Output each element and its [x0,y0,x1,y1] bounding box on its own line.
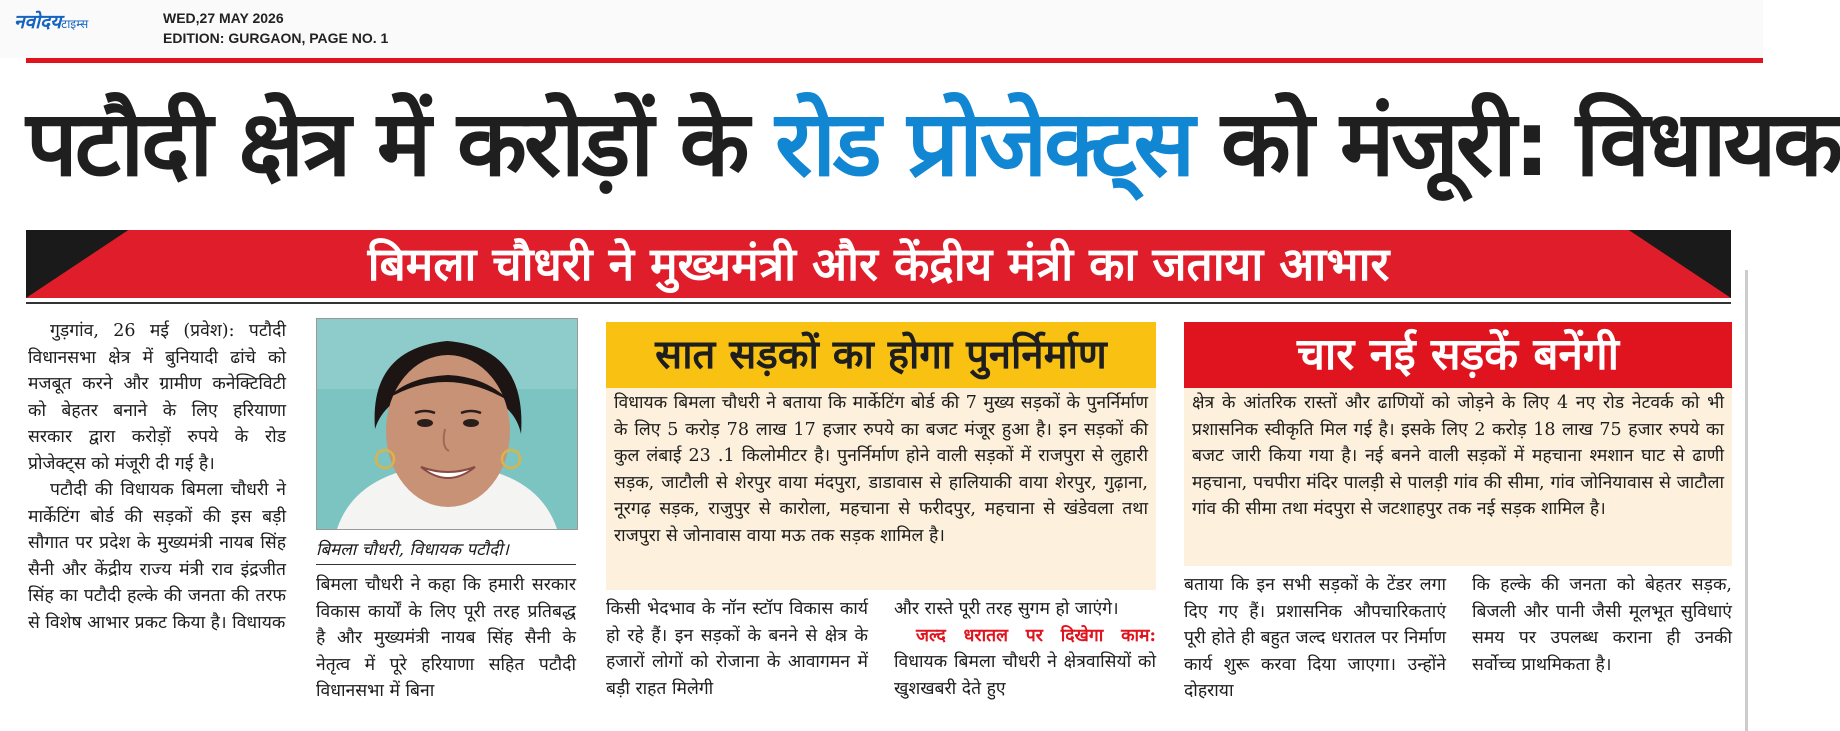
article-column-1 [28,318,286,730]
info-box-seven-roads [606,322,1156,590]
subheadline: बिमला चौधरी ने मुख्यमंत्री और केंद्रीय मंत्री का जताया आभार [367,237,1390,291]
article-column-5: बताया कि इन सभी सड़कों के टेंडर लगा दिए गए हैं। प्रशासनिक औपचारिकताएं पूरी होते ही बहुत जल्द धरातल पर निर्माण कार्य शुरू करवा दिया जाएगा। उन्होंने दोहराया [1184,575,1446,701]
headline-part1: पटौदी क्षेत्र में करोड़ों के [26,92,776,197]
box1-text: विधायक बिमला चौधरी ने बताया कि मार्केटिंग बोर्ड की 7 मुख्य सड़कों के पुनर्निर्माण के लिए 5 करोड़ 78 लाख 17 हजार रुपये का बजट मंजूर हुआ है। इन सड़कों की कुल लंबाई 23 .1 किलोमीटर है। पुनर्निर्माण होने वाली सड़कों में राजपुरा से लुहारी सड़क, जाटौली से शेरपुर वाया मंदपुरा, डाडावास से हालियाकी वाया शेरपुर, गुढ़ाना, नूरगढ़ सड़क, राजुपुर से कारोला, महचाना से फरीदपुर, महचाना से खंडेवला तथा राजपुरा से जोनावास वाया मऊ तक सड़क शामिल है। [614,393,1148,546]
info-box-four-roads [1184,322,1732,566]
article-column-4 [894,596,1156,730]
article-column-2: बिमला चौधरी ने कहा कि हमारी सरकार विकास कार्यों के लिए पूरी तरह प्रतिबद्ध है और मुख्यमंत्री नायब सिंह सैनी के नेतृत्व में पूरे हरियाणा सहित पटौदी विधानसभा में बिना [316,575,576,701]
column4-text-1: और रास्ते पूरी तरह सुगम हो जाएंगे। [894,599,1119,619]
section-divider [26,302,1731,304]
headline-part2: को मंजूरी: विधायक [1192,92,1840,197]
edition-date: WED,27 MAY 2026 [163,10,284,26]
box2-text: क्षेत्र के आंतरिक रास्तों और ढाणियों को जोड़ने के लिए 4 नए रोड नेटवर्क को भी प्रशासनिक स्वीकृति मिल गई है। इसके लिए 2 करोड़ 18 लाख 75 हजार रुपये का बजट जारी किया गया है। नई बनने वाली सड़कों में महचाना श्मशान घाट से ढाणी महचाना, पचपीरा मंदिर पालड़ी से पालड़ी गांव की सीमा, गांव जोनियावास से जाटौला गांव की सीमा तथा मंदपुरा से जटशाहपुर तक नई सड़क शामिल है। [1192,393,1724,519]
mla-photo [316,318,578,530]
newspaper-logo [14,8,88,34]
portrait-illustration [317,319,577,529]
article-column-6: कि हल्के की जनता को बेहतर सड़क, बिजली और पानी जैसी मूलभूत सुविधाएं समय पर उपलब्ध कराना ही उनकी सर्वोच्च प्राथमिकता है। [1472,575,1732,675]
column4-text-2: विधायक बिमला चौधरी ने क्षेत्रवासियों को खुशखबरी देते हुए [894,652,1156,699]
column4-subheading: जल्द धरातल पर दिखेगा काम: [916,625,1156,646]
page-edge-rule [1745,270,1748,731]
column1-paragraph-1: गुड़गांव, 26 मई (प्रवेश): पटौदी विधानसभा क्षेत्र में बुनियादी ढांचे को मजबूत करने और ग्रामीण कनेक्टिविटी को बेहतर बनाने के लिए हरियाणा सरकार द्वारा करोड़ों रुपये के रोड प्रोजेक्ट्स को मंजूरी दी गई है। [28,321,286,474]
headline-highlight: रोड प्रोजेक्ट्स [775,92,1193,197]
main-headline [26,80,1840,210]
edition-info: EDITION: GURGAON, PAGE NO. 1 [163,30,389,46]
subheadline-banner [26,230,1731,298]
column1-paragraph-2: पटौदी की विधायक बिमला चौधरी ने मार्केटिंग बोर्ड की सड़कों की इस बड़ी सौगात पर प्रदेश के मुख्यमंत्री नायब सिंह सैनी और केंद्रीय राज्य मंत्री राव इंद्रजीत सिंह का पटौदी हल्के की जनता की तरफ से विशेष आभार प्रकट किया है। विधायक [28,480,286,633]
masthead-divider [26,58,1763,63]
logo-text: नवोदय [14,11,62,33]
box2-title: चार नई सड़कें बनेंगी [1184,322,1732,388]
logo-subtext: टाइम्स [61,17,89,31]
article-column-3: किसी भेदभाव के नॉन स्टॉप विकास कार्य हो रहे हैं। इन सड़कों के बनने से क्षेत्र के हजारों लोगों को रोजाना के आवागमन में बड़ी राहत मिलेगी [606,599,868,699]
photo-caption: बिमला चौधरी, विधायक पटौदी। [316,536,576,565]
dateline [163,8,388,48]
box1-title: सात सड़कों का होगा पुनर्निर्माण [606,322,1156,388]
